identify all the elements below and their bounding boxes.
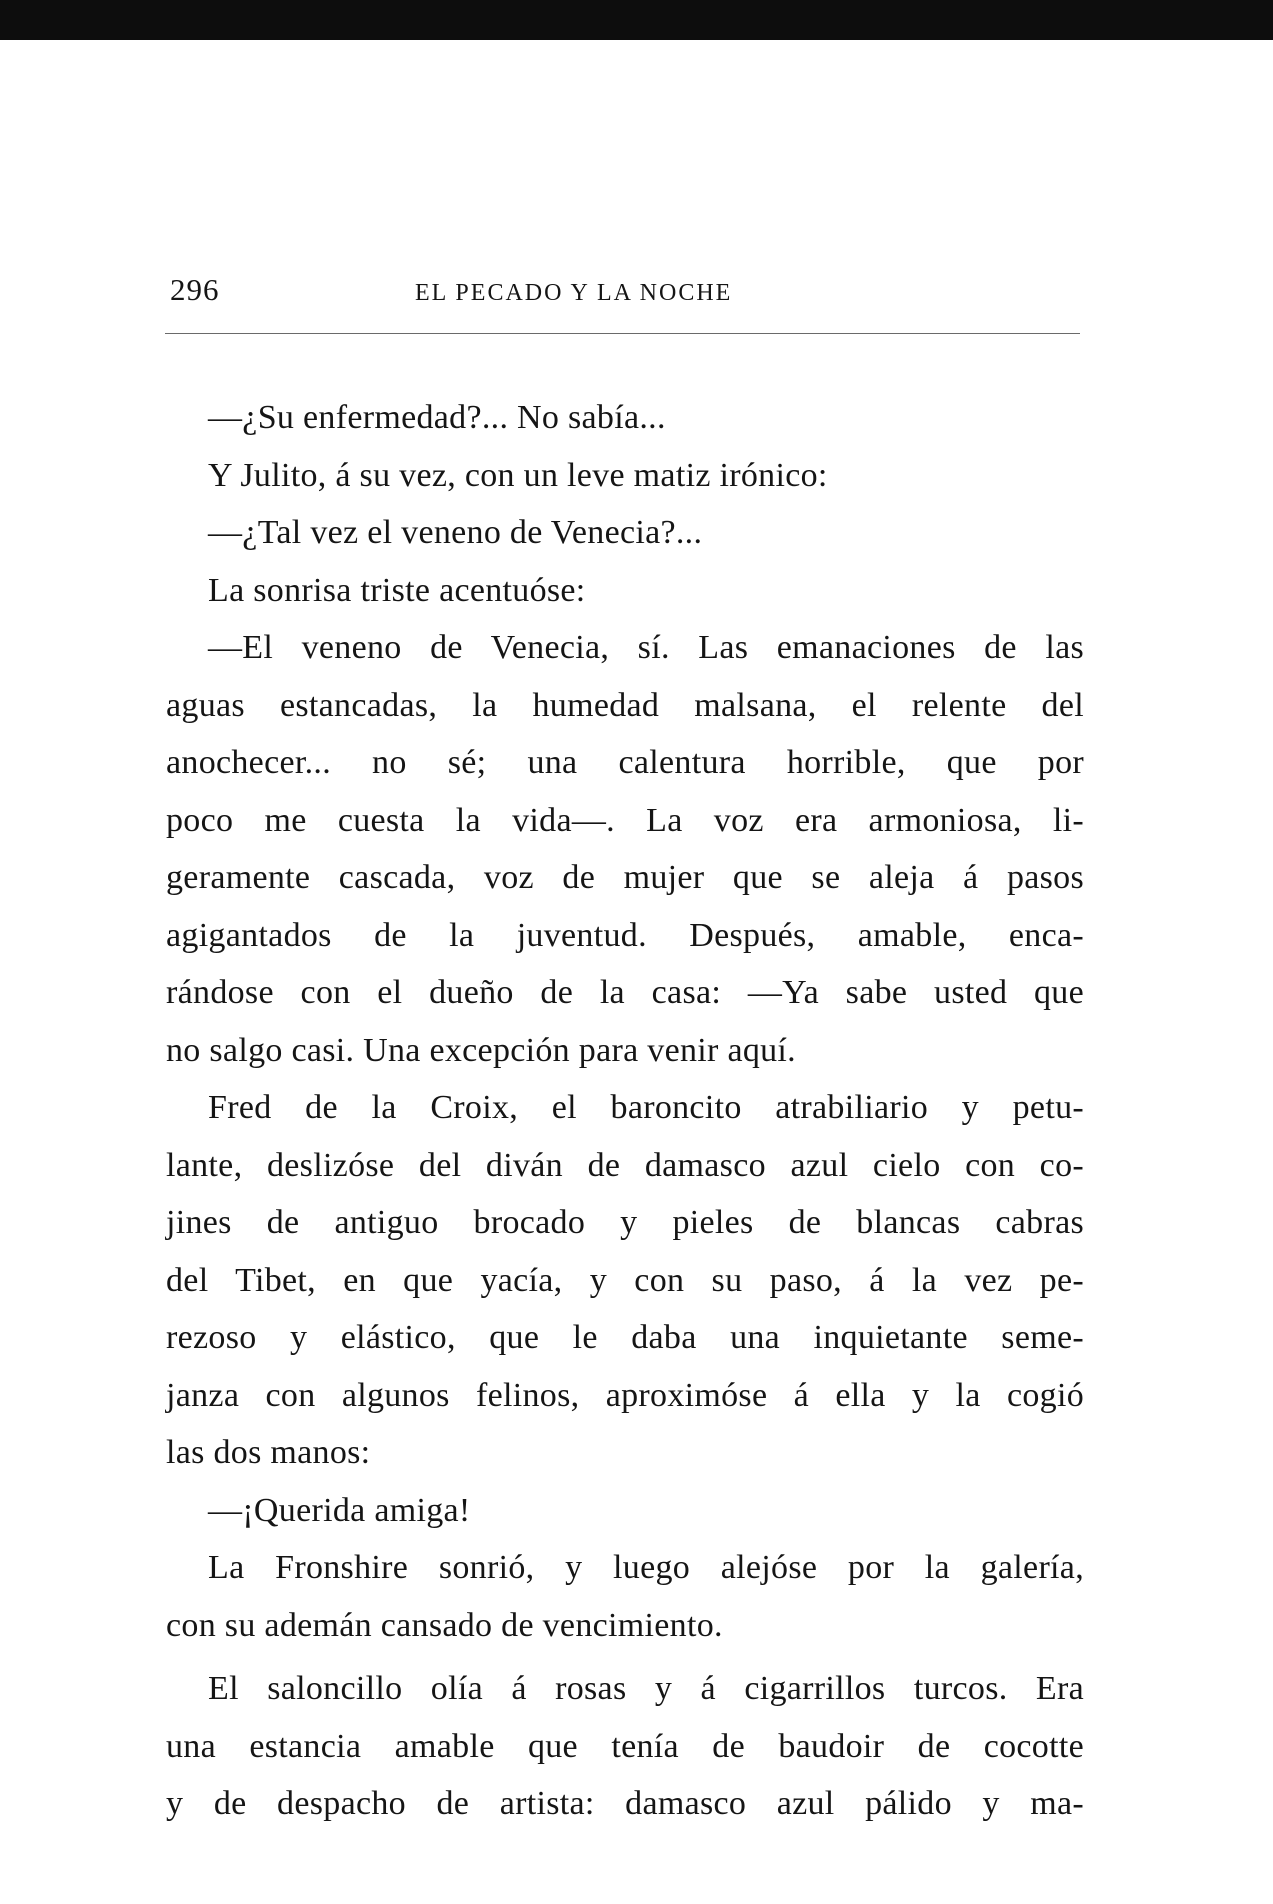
text-line: las dos manos:	[166, 1434, 371, 1471]
text-line: una estancia amable que tenía de baudoir de cocotte	[166, 1727, 1084, 1765]
text-line: geramente cascada, voz de mujer que se aleja á pasos	[166, 859, 1084, 896]
page-header	[170, 268, 1080, 318]
text-line: El saloncillo olía á rosas y á cigarrillos turcos. Era	[208, 1670, 1084, 1707]
body-text	[166, 389, 1084, 1833]
text-line: —¿Tal vez el veneno de Venecia?...	[208, 514, 703, 551]
text-line: jines de antiguo brocado y pieles de blancas cabras	[166, 1204, 1084, 1241]
text-line: rezoso y elástico, que le daba una inquietante seme-	[166, 1319, 1084, 1356]
text-line: lante, deslizóse del diván de damasco azul cielo con co-	[166, 1146, 1084, 1184]
page-number: 296	[170, 272, 220, 307]
text-line: —El veneno de Venecia, sí. Las emanaciones de las	[208, 629, 1084, 666]
text-line: Fred de la Croix, el baroncito atrabiliario y petu-	[208, 1089, 1084, 1126]
text-line: —¡Querida amiga!	[208, 1491, 471, 1529]
text-line: aguas estancadas, la humedad malsana, el relente del	[166, 686, 1084, 724]
text-line: anochecer... no sé; una calentura horrible, que por	[166, 744, 1084, 781]
text-line: La Fronshire sonrió, y luego alejóse por la galería,	[208, 1549, 1084, 1586]
scan-top-border	[0, 0, 1273, 40]
header-rule	[165, 333, 1080, 334]
text-line: Y Julito, á su vez, con un leve matiz irónico:	[208, 456, 828, 494]
text-line: janza con algunos felinos, aproximóse á ella y la cogió	[166, 1376, 1084, 1414]
text-line: La sonrisa triste acentuóse:	[208, 571, 586, 609]
text-line: no salgo casi. Una excepción para venir aquí.	[166, 1031, 796, 1069]
text-line: y de despacho de artista: damasco azul pálido y ma-	[166, 1785, 1084, 1822]
running-title: EL PECADO Y LA NOCHE	[415, 280, 733, 306]
text-line: poco me cuesta la vida—. La voz era armoniosa, li-	[166, 801, 1084, 839]
text-line: agigantados de la juventud. Después, amable, enca-	[166, 916, 1084, 954]
text-line: —¿Su enfermedad?... No sabía...	[208, 399, 666, 436]
text-line: con su ademán cansado de vencimiento.	[166, 1606, 723, 1644]
text-line: del Tibet, en que yacía, y con su paso, á la vez pe-	[166, 1261, 1084, 1299]
text-line: rándose con el dueño de la casa: —Ya sabe usted que	[166, 974, 1084, 1011]
